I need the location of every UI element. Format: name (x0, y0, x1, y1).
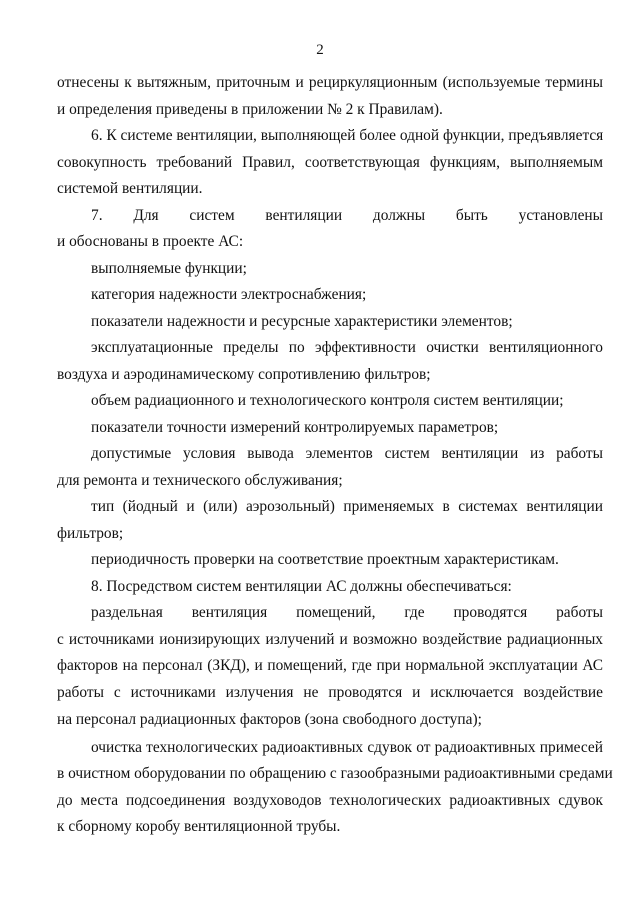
text-line: для ремонта и технического обслуживания; (57, 471, 343, 489)
text-line: совокупность требований Правил, соответствующая функциям, выполняемым (57, 153, 603, 171)
list-item: периодичность проверки на соответствие проектным характеристикам. (91, 551, 559, 568)
text-line: работы с источниками излучения не проводятся и исключается воздействие (57, 683, 603, 701)
paragraph-7-line: 7. Для систем вентиляции должны быть установлены (91, 206, 603, 224)
text-line: фильтров; (57, 524, 124, 542)
text-line: системой вентиляции. (57, 180, 203, 197)
document-body (57, 70, 613, 841)
text-line: на персонал радиационных факторов (зона свободного доступа); (57, 711, 482, 728)
text-line: с источниками ионизирующих излучений и возможно воздействие радиационных (57, 630, 603, 648)
list-item: показатели надежности и ресурсные характеристики элементов; (91, 312, 513, 330)
text-line: в очистном оборудовании по обращению с газообразными радиоактивными средами (57, 765, 613, 782)
text-line: отнесены к вытяжным, приточным и рециркуляционным (используемые термины (57, 74, 603, 91)
list-item: эксплуатационные пределы по эффективности очистки вентиляционного (91, 339, 603, 356)
list-item: объем радиационного и технологического контроля систем вентиляции; (91, 392, 564, 409)
list-item: тип (йодный и (или) аэрозольный) применяемых в системах вентиляции (91, 498, 603, 515)
text-line: факторов на персонал (ЗКД), и помещений, где при нормальной эксплуатации АС (57, 657, 603, 674)
list-item: выполняемые функции; (91, 259, 247, 277)
text-line: и определения приведены в приложении № 2 к Правилам). (57, 100, 443, 118)
list-item: раздельная вентиляция помещений, где проводятся работы (91, 604, 603, 621)
paragraph-6-line: 6. К системе вентиляции, выполняющей более одной функции, предъявляется (91, 127, 604, 144)
paragraph-8-line: 8. Посредством систем вентиляции АС должны обеспечиваться: (91, 577, 512, 595)
list-item: очистка технологических радиоактивных сдувок от радиоактивных примесей (91, 738, 603, 756)
list-item: категория надежности электроснабжения; (91, 286, 367, 303)
page-number: 2 (316, 42, 324, 58)
text-line: воздуха и аэродинамическому сопротивлению фильтров; (57, 365, 431, 383)
text-line: до места подсоединения воздуховодов технологических радиоактивных сдувок (57, 791, 603, 809)
list-item: показатели точности измерений контролируемых параметров; (91, 418, 499, 436)
text-line: и обоснованы в проекте АС: (57, 233, 244, 250)
text-line: к сборному коробу вентиляционной трубы. (57, 818, 341, 835)
list-item: допустимые условия вывода элементов систем вентиляции из работы (91, 445, 603, 462)
